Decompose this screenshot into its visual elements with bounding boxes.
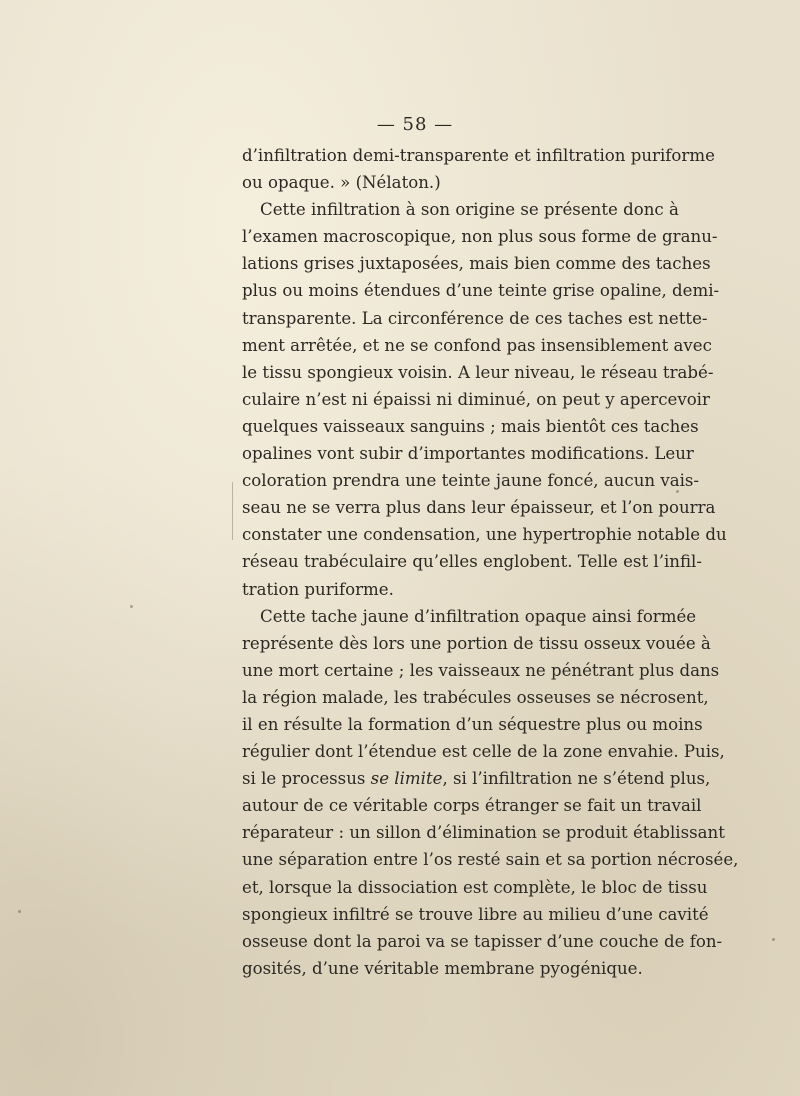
text-line: l’examen macroscopique, non plus sous forme de granu- [242, 227, 718, 247]
text-line: le tissu spongieux voisin. A leur niveau, le réseau trabé- [242, 362, 714, 382]
paper-speck [130, 605, 133, 608]
text-segment: , si l’infiltration ne s’étend plus, [442, 769, 711, 789]
text-line: d’infiltration demi-transparente et infiltration puriforme [242, 146, 715, 165]
text-line: opalines vont subir d’importantes modifications. Leur [242, 444, 694, 464]
text-line: ou opaque. » (Nélaton.) [242, 173, 441, 193]
body-text [242, 142, 739, 982]
text-line: transparente. La circonférence de ces taches est nette- [242, 308, 708, 328]
text-line: culaire n’est ni épaissi ni diminué, on peut y apercevoir [242, 389, 710, 409]
text-line: gosités, d’une véritable membrane pyogénique. [242, 958, 643, 978]
text-line: ment arrêtée, et ne se confond pas insensiblement avec [242, 335, 712, 355]
text-line: autour de ce véritable corps étranger se fait un travail [242, 796, 702, 816]
text-line [242, 765, 711, 792]
text-line: la région malade, les trabécules osseuses se nécrosent, [242, 687, 709, 707]
text-line: plus ou moins étendues d’une teinte grise opaline, demi- [242, 281, 720, 301]
text-line: seau ne se verra plus dans leur épaisseur, et l’on pourra [242, 498, 716, 518]
text-line: Cette infiltration à son origine se présente donc à [260, 200, 679, 220]
text-line: réparateur : un sillon d’élimination se produit établissant [242, 823, 725, 843]
text-line: réseau trabéculaire qu’elles englobent. Telle est l’infil- [242, 552, 702, 572]
text-line: et, lorsque la dissociation est complète, le bloc de tissu [242, 877, 708, 897]
text-line: représente dès lors une portion de tissu osseux vouée à [242, 633, 711, 653]
margin-mark [232, 482, 233, 540]
text-line: il en résulte la formation d’un séquestre plus ou moins [242, 714, 703, 734]
paper-speck [18, 910, 21, 913]
paper-speck [772, 938, 775, 941]
text-line: tration puriforme. [242, 579, 394, 599]
page-number: — 58 — [376, 114, 454, 135]
text-segment: si le processus [242, 769, 371, 789]
text-line: quelques vaisseaux sanguins ; mais bientôt ces taches [242, 416, 699, 436]
text-line: coloration prendra une teinte jaune foncé, aucun vais- [242, 471, 700, 491]
text-line: lations grises juxtaposées, mais bien comme des taches [242, 254, 711, 274]
text-line: osseuse dont la paroi va se tapisser d’une couche de fon- [242, 931, 723, 951]
paper-speck [676, 490, 679, 493]
text-line: une séparation entre l’os resté sain et sa portion nécrosée, [242, 850, 739, 870]
text-line: spongieux infiltré se trouve libre au milieu d’une cavité [242, 904, 709, 924]
text-line: régulier dont l’étendue est celle de la zone envahie. Puis, [242, 742, 725, 762]
text-line: Cette tache jaune d’infiltration opaque ainsi formée [260, 606, 697, 626]
text-line: une mort certaine ; les vaisseaux ne pénétrant plus dans [242, 660, 720, 680]
text-line: constater une condensation, une hypertrophie notable du [242, 525, 727, 545]
italic-phrase: se limite [370, 769, 443, 789]
